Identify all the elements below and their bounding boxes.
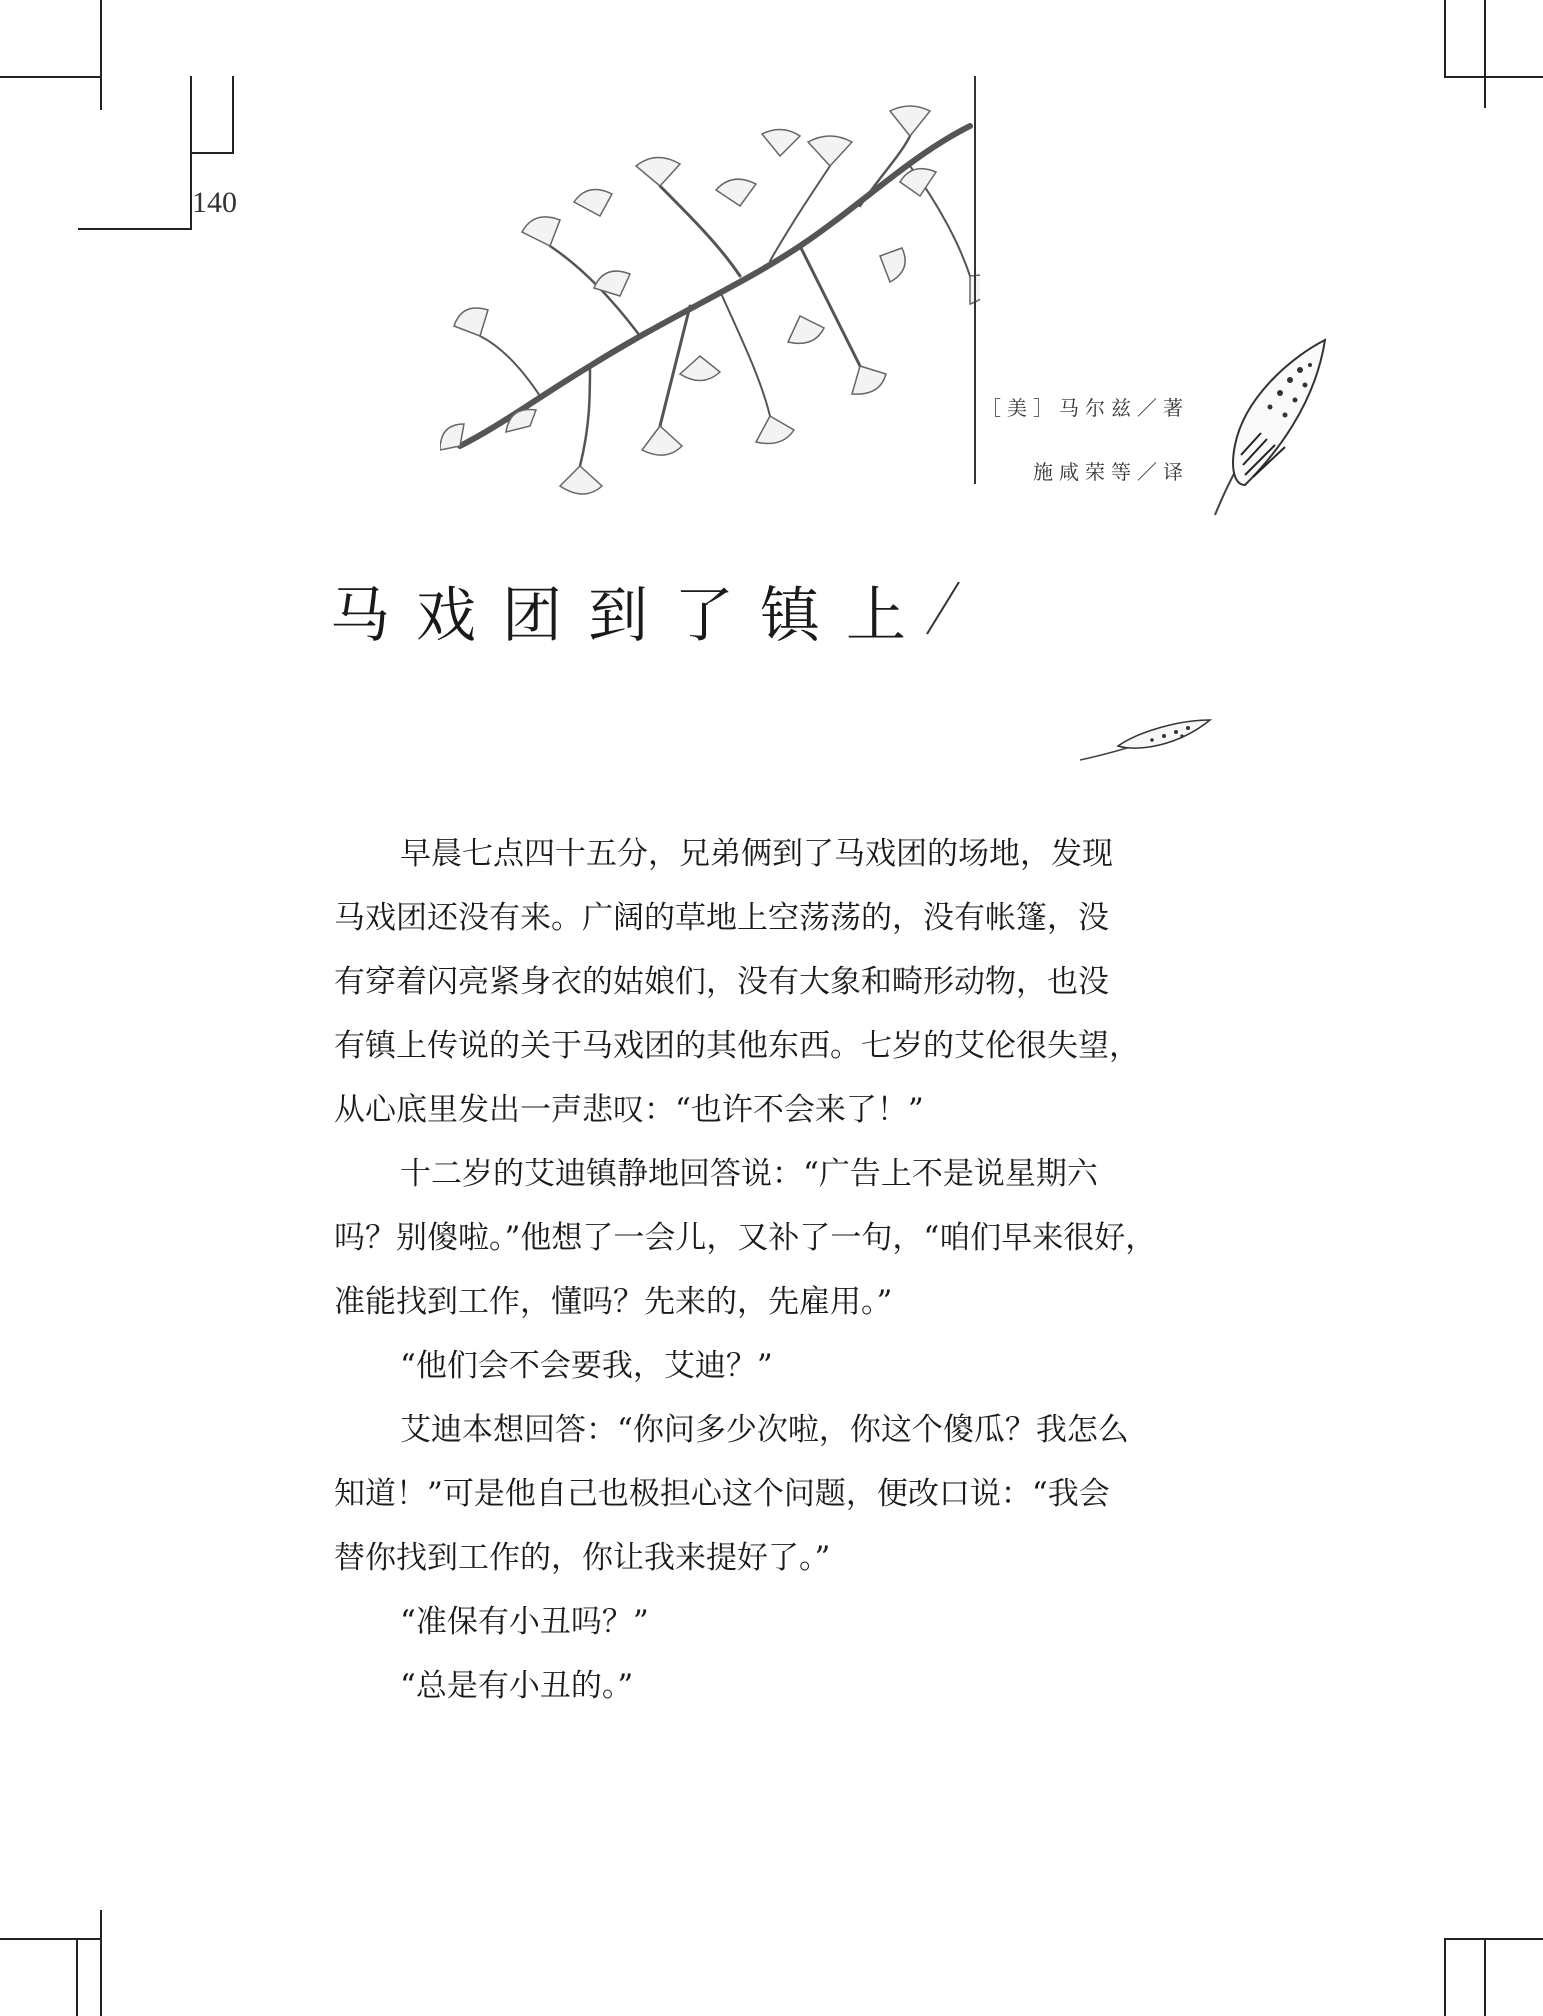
paragraph-5	[334, 1590, 1190, 1654]
ginkgo-branch-illustration	[440, 96, 980, 506]
text-line: “总是有小丑的。”	[400, 1668, 634, 1704]
text-line: “他们会不会要我，艾迪？”	[400, 1348, 773, 1384]
article-body	[334, 822, 1190, 1718]
text-line: 有穿着闪亮紧身衣的姑娘们，没有大象和畸形动物，也没	[334, 964, 1109, 1000]
text-line: 艾迪本想回答：“你问多少次啦，你这个傻瓜？我怎么	[400, 1412, 1129, 1448]
text-line: 马戏团还没有来。广阔的草地上空荡荡的，没有帐篷，没	[334, 900, 1109, 936]
paragraph-1	[334, 822, 1190, 1142]
text-line: 知道！”可是他自己也极担心这个问题，便改口说：“我会	[334, 1476, 1110, 1512]
paragraph-3	[334, 1334, 1190, 1398]
text-line: 十二岁的艾迪镇静地回答说：“广告上不是说星期六	[400, 1156, 1098, 1192]
text-line: 早晨七点四十五分，兄弟俩到了马戏团的场地，发现	[400, 836, 1113, 872]
text-line: “准保有小丑吗？”	[400, 1604, 649, 1640]
text-line: 吗？别傻啦。”他想了一会儿，又补了一句，“咱们早来很好，	[334, 1220, 1157, 1256]
crop-mark-bottom-right	[1430, 1900, 1543, 2016]
text-line: 从心底里发出一声悲叹：“也许不会来了！”	[334, 1092, 924, 1128]
crop-mark-top-right	[1430, 0, 1543, 110]
crop-mark-bottom-left	[0, 1900, 113, 2016]
text-line: 准能找到工作，懂吗？先来的，先雇用。”	[334, 1284, 893, 1320]
article-title: 马戏团到了镇上	[330, 581, 932, 651]
author-credit: ［美］马尔兹／著	[981, 396, 1189, 420]
paragraph-6	[334, 1654, 1190, 1718]
translator-credit: 施咸荣等／译	[1033, 460, 1189, 484]
feather-icon	[1205, 335, 1335, 525]
small-feather-icon	[1078, 716, 1212, 762]
page-number: 140	[192, 186, 237, 219]
text-line: 替你找到工作的，你让我来提好了。”	[334, 1540, 831, 1576]
text-line: 有镇上传说的关于马戏团的其他东西。七岁的艾伦很失望，	[334, 1028, 1140, 1064]
vertical-rule	[974, 76, 976, 484]
paragraph-2	[334, 1142, 1190, 1334]
title-slash-ornament	[923, 580, 963, 636]
paragraph-4	[334, 1398, 1190, 1590]
title-block	[330, 568, 963, 654]
